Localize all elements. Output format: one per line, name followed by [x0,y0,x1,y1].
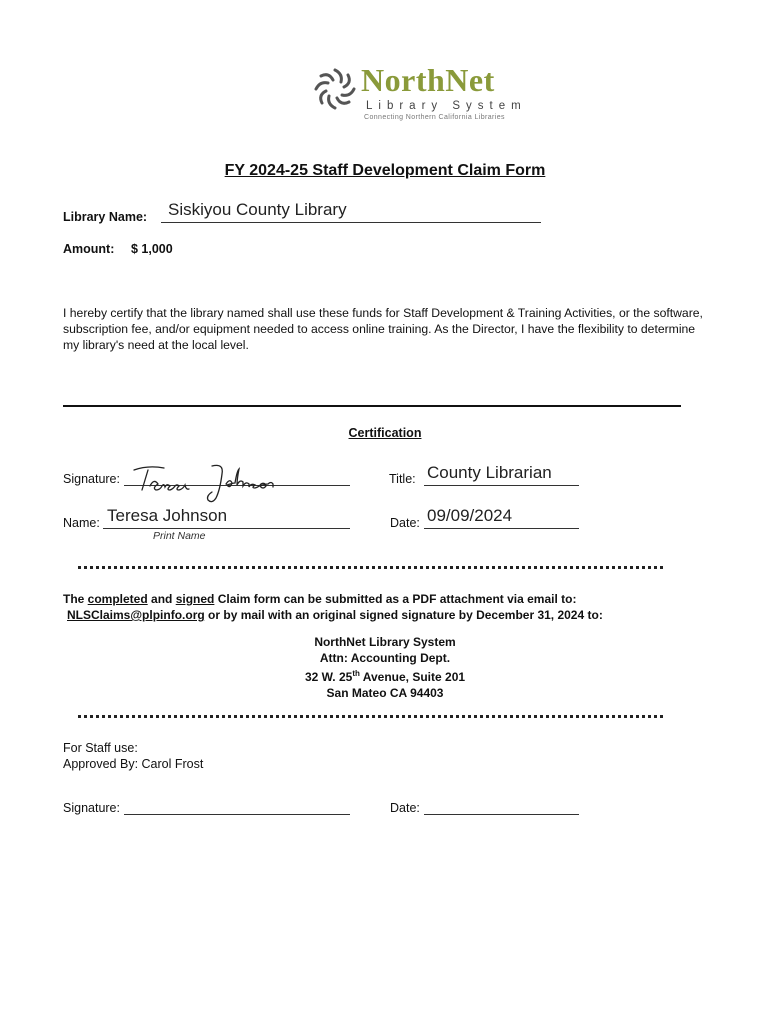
address-city: San Mateo CA 94403 [326,685,444,700]
print-name-caption: Print Name [153,530,206,542]
address-org: NorthNet Library System [314,635,456,649]
completed-word: completed [87,592,148,606]
date-line [424,528,579,529]
submission-deadline: or by mail with an original signed signature by December 31, 2024 to: [204,608,603,622]
staff-use-section [63,740,203,772]
submission-pre: The [63,592,88,606]
submission-line-1 [63,591,603,607]
and-word: and [147,592,176,606]
section-divider [63,405,681,407]
submission-instructions [63,591,603,623]
staff-date-label: Date: [390,801,420,815]
address-attn: Attn: Accounting Dept. [319,650,451,665]
mailing-address [0,635,770,701]
title-field[interactable]: County Librarian [427,463,552,482]
certification-heading: Certification [348,426,422,440]
staff-use-label: For Staff use: [63,741,138,755]
title-label: Title: [389,472,416,486]
claims-email-link[interactable]: NLSClaims@plpinfo.org [67,608,205,622]
submission-rest: Claim form can be submitted as a PDF attachment via email to: [214,592,577,606]
library-name-line [161,222,541,223]
logo-tagline: Connecting Northern California Libraries [364,114,505,121]
title-line [424,485,579,486]
name-field[interactable]: Teresa Johnson [107,506,228,525]
signature-image[interactable] [128,458,308,506]
amount-label: Amount: [63,242,115,256]
northnet-logo-icon [312,66,358,112]
staff-date-line[interactable] [424,814,579,815]
name-label: Name: [63,516,100,530]
staff-signature-label: Signature: [63,801,120,815]
logo-subtitle: Library System [366,100,527,112]
address-street [0,666,770,686]
form-title: FY 2024-25 Staff Development Claim Form [224,162,546,179]
library-name-field[interactable]: Siskiyou County Library [168,200,347,219]
dotted-divider-top [78,566,663,573]
signed-word: signed [175,592,215,606]
name-line [103,528,350,529]
certification-paragraph: I hereby certify that the library named shall use these funds for Staff Development & Training Activities, or the software, subscription fee, and/or equipment needed to access online training. As the Director, I have the flexibility to determine my library's need at the local level. [63,306,703,352]
amount-value: $ 1,000 [131,242,173,256]
submission-line-2 [63,607,603,623]
library-name-label: Library Name: [63,210,148,224]
street-number: 32 W. 25 [304,670,353,684]
street-suffix: th [352,669,360,678]
approved-by: Approved By: Carol Frost [63,757,204,771]
street-rest: Avenue, Suite 201 [359,670,466,684]
date-label: Date: [390,516,420,530]
date-field[interactable]: 09/09/2024 [427,506,513,525]
signature-label: Signature: [63,472,120,486]
dotted-divider-bottom [78,715,663,722]
logo-name: NorthNet [361,62,495,98]
staff-signature-line[interactable] [124,814,350,815]
